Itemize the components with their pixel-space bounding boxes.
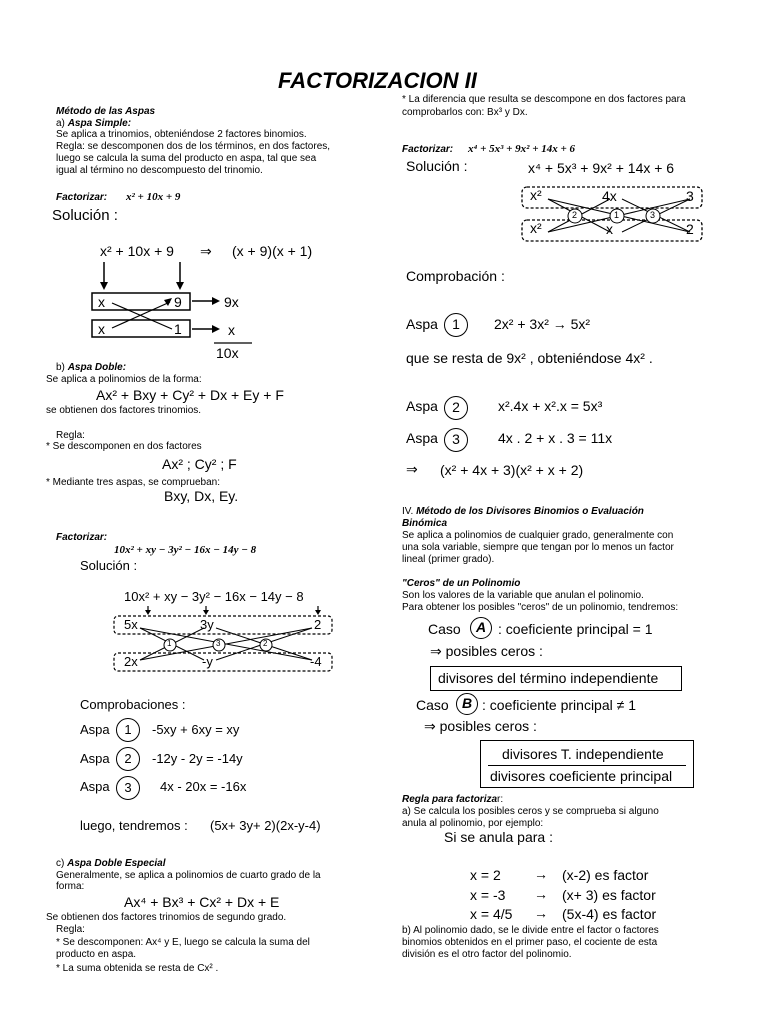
aspa-especial-regla: Regla:	[56, 924, 85, 935]
caso-b-text: : coeficiente principal ≠ 1	[482, 697, 636, 713]
subsection-c-title: Aspa Doble Especial	[67, 858, 166, 869]
example1-expression: x² + 10x + 9	[126, 191, 181, 203]
example2-expression: 10x² + xy − 3y² − 16x − 14y − 8	[114, 544, 257, 556]
factor-result: (5x-4) es factor	[562, 906, 657, 922]
ex1-product: 9x	[224, 294, 239, 310]
ex2-bottom-cell: -4	[310, 654, 322, 669]
comprobacion-expr: 4x - 20x = -16x	[160, 779, 247, 794]
aspa-number-circle: 2	[116, 747, 140, 771]
section-iv-text: Se aplica a polinomios de cualquier grado, generalmente con una sola variable, siempre que tengan por lo menos un factor lineal (primer grado).	[402, 530, 674, 565]
aspa-label: Aspa	[80, 751, 110, 766]
ex1-sum: 10x	[216, 345, 239, 361]
comprobacion-expr: x².4x + x².x = 5x³	[498, 398, 603, 414]
si-se-anula: Si se anula para :	[444, 829, 553, 845]
aspa-number-circle: 1	[116, 718, 140, 742]
regla-step-2: * Mediante tres aspas, se comprueban:	[46, 477, 220, 488]
regla-terms: Ax² ; Cy² ; F	[162, 456, 237, 472]
ex3-top-cell: 3	[686, 188, 694, 204]
page-title: FACTORIZACION II	[278, 68, 477, 93]
aspa-label: Aspa	[80, 779, 110, 794]
example3-line: x⁴ + 5x³ + 9x² + 14x + 6	[528, 160, 675, 176]
subsection-b: b) Aspa Doble:	[56, 362, 127, 373]
ex3-top-cell: x²	[530, 187, 542, 203]
comprobacion-expr: -12y - 2y = -14y	[152, 751, 243, 766]
comprobacion-expr: 4x . 2 + x . 3 = 11x	[498, 430, 613, 446]
ex1-cell: 9	[174, 294, 182, 310]
ex3-circle-label: 3	[650, 210, 656, 220]
ex3-bottom-cell: 2	[686, 221, 694, 237]
ex2-circle-label: 1	[167, 639, 172, 648]
caso-a-circle: A	[470, 617, 492, 639]
example2-label: Factorizar:	[56, 532, 108, 543]
aspa-especial-text: Generalmente, se aplica a polinomios de cuarto grado de la	[56, 870, 321, 881]
aspa-number-circle: 2	[444, 396, 468, 420]
solution1-label: Solución :	[52, 207, 118, 224]
aspa-especial-text: producto en aspa.	[56, 949, 137, 960]
ex2-top-cell: 2	[314, 617, 322, 632]
ex2-bottom-cell: -y	[202, 654, 213, 669]
regla-check: Bxy, Dx, Ey.	[164, 488, 239, 504]
example2-line: 10x² + xy − 3y² − 16x − 14y − 8	[124, 589, 304, 604]
ex3-top-cell: 4x	[602, 188, 617, 204]
divisores-box-text: divisores del término independiente	[438, 670, 659, 686]
aspa-especial-text: Se obtienen dos factores trinomios de segundo grado.	[46, 912, 287, 923]
ex3-bottom-cell: x²	[530, 220, 542, 236]
section-heading-aspas: Método de las Aspas	[56, 106, 156, 117]
aspa-label: Aspa	[406, 398, 438, 414]
comprobacion-text: que se resta de 9x² , obteniéndose 4x² .	[406, 350, 653, 366]
aspa-number-circle: 3	[116, 776, 140, 800]
regla-factorizar-text: a) Se calcula los posibles ceros y se comprueba si alguno anula al polinomio, por ejemplo:	[402, 806, 659, 829]
arrow-icon: →	[534, 886, 548, 902]
aspa-label: Aspa	[406, 316, 438, 332]
ex3-bottom-cell: x	[606, 221, 613, 237]
subsection-c: c) Aspa Doble Especial	[56, 858, 166, 869]
caso-label: Caso	[416, 697, 449, 713]
arrow-icon: →	[534, 866, 548, 882]
ex2-circle-label: 2	[263, 639, 268, 648]
comprobaciones-title: Comprobaciones :	[80, 697, 186, 712]
aspa-doble-result: se obtienen dos factores trinomios.	[46, 405, 202, 416]
aspa-especial-text: * Se descomponen: Ax⁴ y E, luego se calcula la suma del	[56, 937, 310, 948]
comprobacion-title: Comprobación :	[406, 268, 505, 284]
luego-label: luego, tendremos :	[80, 818, 188, 833]
example3-expression: x⁴ + 5x³ + 9x² + 14x + 6	[468, 143, 575, 155]
example3-label: Factorizar:	[402, 144, 454, 155]
ex3-circle-label: 2	[572, 210, 578, 220]
diferencia-text: comprobarlos con: Bx³ y Dx.	[402, 107, 528, 118]
aspa-number-circle: 1	[444, 313, 468, 337]
caso-label: Caso	[428, 621, 461, 637]
ex1-cell: x	[98, 321, 105, 337]
posibles-ceros: ⇒ posibles ceros :	[424, 718, 537, 734]
comprobacion-expr: -5xy + 6xy = xy	[152, 722, 240, 737]
solution3-label: Solución :	[406, 158, 468, 174]
ex1-product: x	[228, 322, 235, 338]
example1-label: Factorizar:	[56, 192, 108, 203]
factor-result: (x-2) es factor	[562, 867, 649, 883]
implies-arrow: ⇒	[200, 243, 212, 259]
ex2-circle-label: 3	[216, 639, 221, 648]
comprobacion-expr: 2x² + 3x² → 5x²	[494, 316, 591, 332]
diferencia-text: * La diferencia que resulta se descompone en dos factores para	[402, 94, 686, 105]
root-value: x = 4/5	[470, 906, 513, 922]
fraction-denominator: divisores coeficiente principal	[490, 768, 673, 784]
root-value: x = -3	[470, 887, 506, 903]
aspa-doble-intro: Se aplica a polinomios de la forma:	[46, 374, 202, 385]
aspa-especial-form: Ax⁴ + Bx³ + Cx² + Dx + E	[124, 894, 280, 910]
fraction-bar	[488, 765, 686, 766]
factor-result: (x+ 3) es factor	[562, 887, 656, 903]
aspa-label: Aspa	[406, 430, 438, 446]
caso-b-circle: B	[456, 693, 478, 715]
example1-line: x² + 10x + 9	[100, 243, 174, 259]
posibles-ceros: ⇒ posibles ceros :	[430, 643, 543, 659]
aspa-especial-text: forma:	[56, 881, 85, 892]
regla-label: Regla:	[56, 430, 85, 441]
arrow-icon: →	[534, 905, 548, 921]
regla-step-1: * Se descomponen en dos factores	[46, 441, 202, 452]
regla-factorizar-title: Regla para factorizar:	[402, 794, 504, 805]
ex2-top-cell: 5x	[124, 617, 138, 632]
implies-arrow: ⇒	[406, 461, 418, 477]
aspa-especial-text: * La suma obtenida se resta de Cx² .	[56, 963, 219, 974]
ex2-top-cell: 3y	[200, 617, 214, 632]
root-value: x = 2	[470, 867, 501, 883]
regla-b-text: b) Al polinomio dado, se le divide entre el factor o factores binomios obtenidos en el primer paso, el cociente de esta división es el otro factor del polinomio.	[402, 925, 659, 960]
final-factorization: (x² + 4x + 3)(x² + x + 2)	[440, 462, 584, 478]
paragraph-aspa-simple: Se aplica a trinomios, obteniéndose 2 factores binomios. Regla: se descomponen dos de los términos, en dos factores, luego se calcula la suma del producto en aspa, tal que sea igual al término no descompuesto del trinomio.	[56, 129, 331, 176]
ex3-circle-label: 1	[614, 210, 620, 220]
ceros-title: "Ceros" de un Polinomio	[402, 578, 521, 589]
aspa-number-circle: 3	[444, 428, 468, 452]
section-iv-title-2: Binómica	[402, 518, 448, 529]
subsection-b-title: Aspa Doble:	[67, 362, 127, 373]
section-iv-heading: IV. Método de los Divisores Binomios o Evaluación	[402, 506, 644, 517]
luego-result: (5x+ 3y+ 2)(2x-y-4)	[210, 818, 321, 833]
subsection-a: a) Aspa Simple:	[56, 118, 132, 129]
fraction-numerator: divisores T. independiente	[502, 746, 664, 762]
section-iv-title: Método de los Divisores Binomios o Evaluación	[416, 506, 644, 517]
solution2-label: Solución :	[80, 558, 138, 573]
ex1-cell: 1	[174, 321, 182, 337]
aspa-label: Aspa	[80, 722, 110, 737]
caso-a-text: : coeficiente principal = 1	[498, 621, 653, 637]
aspa-doble-form: Ax² + Bxy + Cy² + Dx + Ey + F	[96, 387, 284, 403]
example1-result: (x + 9)(x + 1)	[232, 243, 313, 259]
ceros-text: Son los valores de la variable que anulan el polinomio. Para obtener los posibles "ceros" de un polinomio, tendremos:	[402, 590, 679, 613]
subsection-a-title: Aspa Simple:	[67, 118, 132, 129]
ex1-cell: x	[98, 294, 105, 310]
ex2-bottom-cell: 2x	[124, 654, 138, 669]
